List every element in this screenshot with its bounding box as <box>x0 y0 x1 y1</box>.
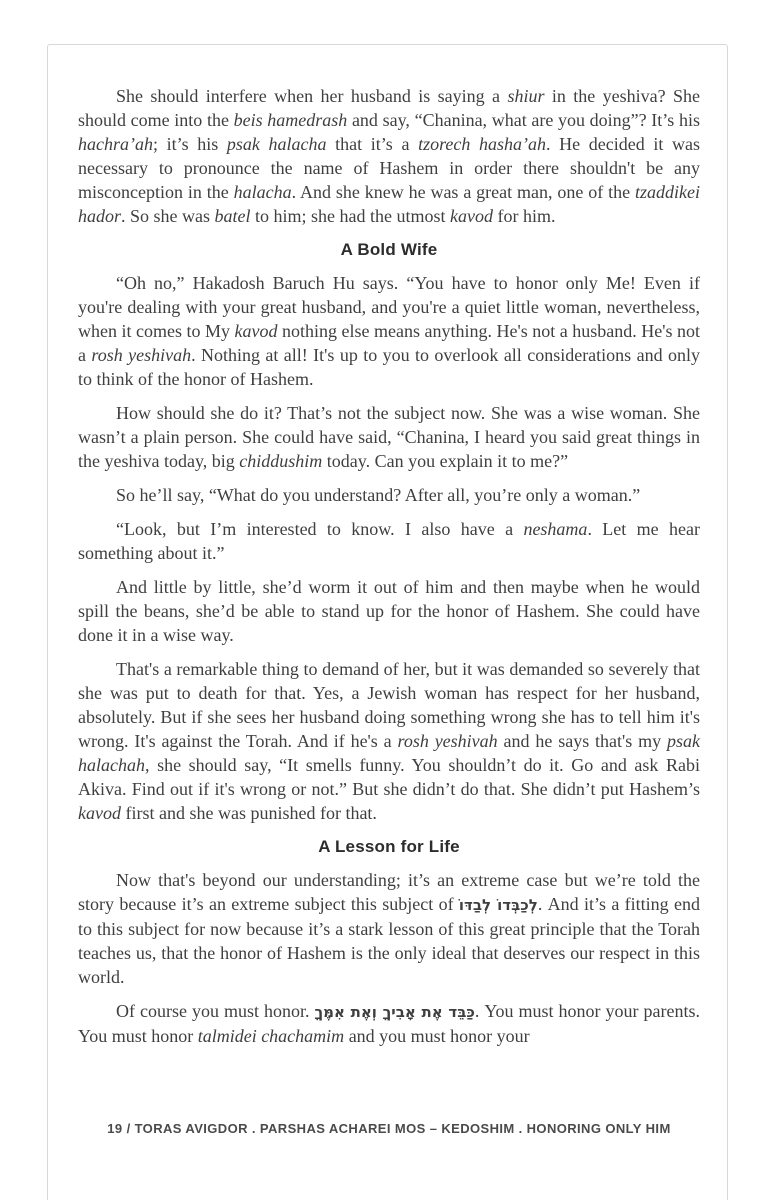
italic-term: hachra’ah <box>78 134 153 154</box>
text-run: Of course you must honor. <box>116 1001 315 1021</box>
text-run: to him; she had the utmost <box>250 206 451 226</box>
paragraph <box>78 401 700 473</box>
text-run: . Let me hear something about it.” <box>78 519 700 563</box>
text-run: nothing else means anything. He's not a husband. He's not a <box>78 321 701 365</box>
text-run: and you must honor your <box>344 1026 530 1046</box>
section-heading: A Lesson for Life <box>318 837 460 856</box>
text-run: . Nothing at all! It's up to you to overlook all considerations and only to think of the honor of Hashem. <box>78 345 700 389</box>
text-run: . And she knew he was a great man, one of the <box>291 182 635 202</box>
paragraph <box>78 999 700 1048</box>
italic-term: neshama <box>523 519 588 539</box>
italic-term: rosh yeshivah <box>91 345 192 365</box>
italic-term: psak halacha <box>226 134 327 154</box>
text-run: . You must honor your parents. You must honor <box>78 1001 700 1046</box>
text-run: She should interfere when her husband is saying a <box>116 86 508 106</box>
paragraph <box>78 483 700 507</box>
italic-term: kavod <box>450 206 493 226</box>
text-run: and say, “Chanina, what are you doing”? It’s his <box>347 110 700 130</box>
italic-term: kavod <box>78 803 121 823</box>
italic-term: shiur <box>507 86 545 106</box>
italic-term: rosh yeshivah <box>397 731 498 751</box>
text-run: . And it’s a fitting end to this subject for now because it’s a stark lesson of this great principle that the Torah teaches us, that the honor of Hashem is the only ideal that deserves our respect in this world. <box>78 894 700 987</box>
footer-separator: / <box>126 1121 131 1136</box>
italic-term: kavod <box>234 321 278 341</box>
text-run: “Oh no,” Hakadosh Baruch Hu says. “You have to honor only Me! Even if you're dealing with your great husband, and you're a quiet little woman, nevertheless, when it comes to My <box>78 273 700 341</box>
hebrew-phrase: לְכַבְּדוֹ לְבַדּוֹ <box>458 896 538 914</box>
italic-term: tzorech hasha’ah <box>418 134 547 154</box>
text-run: How should she do it? That’s not the subject now. She was a wise woman. She wasn’t a plain person. She could have said, “Chanina, I heard you said great things in the yeshiva today, big <box>78 403 700 471</box>
paragraph <box>78 657 700 825</box>
paragraph <box>78 868 700 989</box>
text-run: ; it’s his <box>153 134 227 154</box>
paragraph <box>78 84 700 228</box>
italic-term: tzaddikei hador <box>78 182 700 226</box>
text-run: in the yeshiva? She should come into the <box>78 86 701 130</box>
paragraph <box>78 575 700 647</box>
text-run: today. Can you explain it to me?” <box>322 451 569 471</box>
text-run: first and she was punished for that. <box>120 803 377 823</box>
text-run: and he says that's my <box>497 731 667 751</box>
text-run: for him. <box>493 206 556 226</box>
paragraph <box>78 271 700 391</box>
text-run: . He decided it was necessary to pronounce the name of Hashem in order there shouldn't be any misconception in the <box>78 134 701 202</box>
paragraph <box>78 517 700 565</box>
italic-term: halacha <box>233 182 292 202</box>
text-run: So he’ll say, “What do you understand? After all, you’re only a woman.” <box>116 485 641 505</box>
text-run: Now that's beyond our understanding; it’s an extreme case but we’re told the story because it’s an extreme subject this subject of <box>78 870 700 914</box>
text-run: And little by little, she’d worm it out of him and then maybe when he would spill the beans, she’d be able to stand up for the honor of Hashem. She could have done it in a wise way. <box>78 577 700 645</box>
page-text <box>78 84 700 1058</box>
text-run: that it’s a <box>326 134 419 154</box>
text-run: . So she was <box>121 206 215 226</box>
footer-title: TORAS AVIGDOR . PARSHAS ACHAREI MOS – KEDOSHIM . HONORING ONLY HIM <box>134 1121 671 1136</box>
page-number: 19 <box>107 1121 123 1136</box>
italic-term: psak halachah <box>78 731 700 775</box>
text-run: , she should say, “It smells funny. You shouldn’t do it. Go and ask Rabi Akiva. Find out if it's wrong or not.” But she didn’t do that. She didn’t put Hashem’s <box>78 755 700 799</box>
text-run: That's a remarkable thing to demand of her, but it was demanded so severely that she was put to death for that. Yes, a Jewish woman has respect for her husband, absolutely. But if she sees her husband doing something wrong she has to tell him it's wrong. It's against the Torah. And if he's a <box>78 659 700 751</box>
italic-term: chiddushim <box>239 451 323 471</box>
italic-term: batel <box>214 206 251 226</box>
italic-term: talmidei chachamim <box>197 1026 345 1046</box>
hebrew-phrase: כַּבֵּד אֶת אָבִיךָ וְאֶת אִמֶּךָ <box>314 1003 475 1021</box>
section-heading: A Bold Wife <box>340 240 438 259</box>
page-footer <box>78 1121 700 1136</box>
italic-term: beis hamedrash <box>233 110 348 130</box>
text-run: “Look, but I’m interested to know. I also have a <box>116 519 524 539</box>
